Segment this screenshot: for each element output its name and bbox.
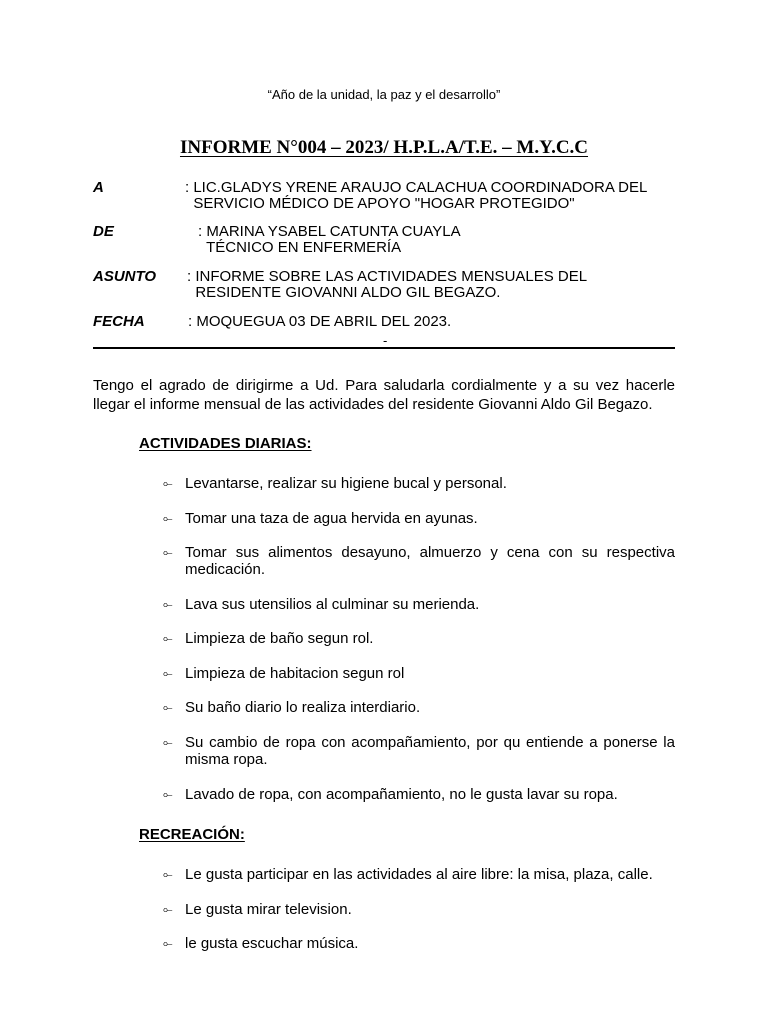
bullet-icon: ⟜	[163, 867, 173, 881]
header-value-asunto: : INFORME SOBRE LAS ACTIVIDADES MENSUALES DEL RESIDENTE GIOVANNI ALDO GIL BEGAZO.	[187, 268, 588, 301]
section-heading: RECREACIÓN:	[139, 826, 245, 843]
bullet-icon: ⟜	[163, 545, 173, 559]
bullet-icon: ⟜	[163, 631, 173, 645]
list-item	[163, 665, 675, 682]
list-item	[163, 699, 675, 716]
bullet-icon: ⟜	[163, 735, 173, 749]
list-item	[163, 544, 675, 578]
list-item-text: Tomar una taza de agua hervida en ayunas.	[185, 510, 478, 527]
list-item	[163, 630, 675, 647]
list-item-text: Su cambio de ropa con acompañamiento, por qu entiende a ponerse la misma ropa.	[185, 734, 675, 768]
list-item-text: Limpieza de habitacion segun rol	[185, 665, 405, 682]
bullet-icon: ⟜	[163, 476, 173, 490]
bullet-icon: ⟜	[163, 700, 173, 714]
bullet-icon: ⟜	[163, 787, 173, 801]
list-item	[163, 935, 675, 952]
header-label-fecha: FECHA	[93, 313, 145, 330]
list-item-text: Levantarse, realizar su higiene bucal y personal.	[185, 475, 507, 492]
list-item-text: Limpieza de baño segun rol.	[185, 630, 374, 647]
bullet-icon: ⟜	[163, 597, 173, 611]
header-label-a: A	[93, 179, 104, 196]
bullet-icon: ⟜	[163, 666, 173, 680]
list-item-text: Tomar sus alimentos desayuno, almuerzo y cena con su respectiva medicación.	[185, 544, 675, 578]
bullet-icon: ⟜	[163, 936, 173, 950]
list-item	[163, 596, 675, 613]
header-value-a: : LIC.GLADYS YRENE ARAUJO CALACHUA COORDINADORA DEL SERVICIO MÉDICO DE APOYO "HOGAR PROTEGIDO"	[185, 179, 648, 212]
list-item-text: Su baño diario lo realiza interdiario.	[185, 699, 421, 716]
report-title: INFORME N°004 – 2023/ H.P.L.A/T.E. – M.Y.C.C	[179, 137, 589, 158]
intro-paragraph: Tengo el agrado de dirigirme a Ud. Para saludarla cordialmente y a su vez hacerle llegar el informe mensual de las actividades del residente Giovanni Aldo Gil Begazo.	[93, 377, 675, 413]
list-item-text: Le gusta participar en las actividades al aire libre: la misa, plaza, calle.	[185, 866, 653, 883]
list-item	[163, 734, 675, 768]
list-item-text: Lavado de ropa, con acompañamiento, no le gusta lavar su ropa.	[185, 786, 618, 803]
document-motto: “Año de la unidad, la paz y el desarrollo”	[267, 87, 501, 102]
list-item	[163, 510, 675, 527]
header-label-asunto: ASUNTO	[93, 268, 157, 285]
header-value-de: : MARINA YSABEL CATUNTA CUAYLA TÉCNICO EN ENFERMERÍA	[198, 223, 461, 256]
section-actividades-diarias	[117, 435, 312, 452]
list-item	[163, 475, 675, 492]
bullet-icon: ⟜	[163, 902, 173, 916]
header-dash: -	[383, 333, 388, 348]
bullet-icon: ⟜	[163, 511, 173, 525]
header-divider	[93, 347, 675, 349]
list-item	[163, 866, 675, 883]
header-label-de: DE	[93, 223, 114, 240]
header-value-fecha: : MOQUEGUA 03 DE ABRIL DEL 2023.	[188, 313, 452, 330]
list-item	[163, 786, 675, 803]
list-item-text: le gusta escuchar música.	[185, 935, 359, 952]
list-item-text: Le gusta mirar television.	[185, 901, 352, 918]
section-heading: ACTIVIDADES DIARIAS:	[139, 435, 312, 452]
section-recreacion	[117, 826, 245, 843]
list-item-text: Lava sus utensilios al culminar su merienda.	[185, 596, 480, 613]
list-item	[163, 901, 675, 918]
